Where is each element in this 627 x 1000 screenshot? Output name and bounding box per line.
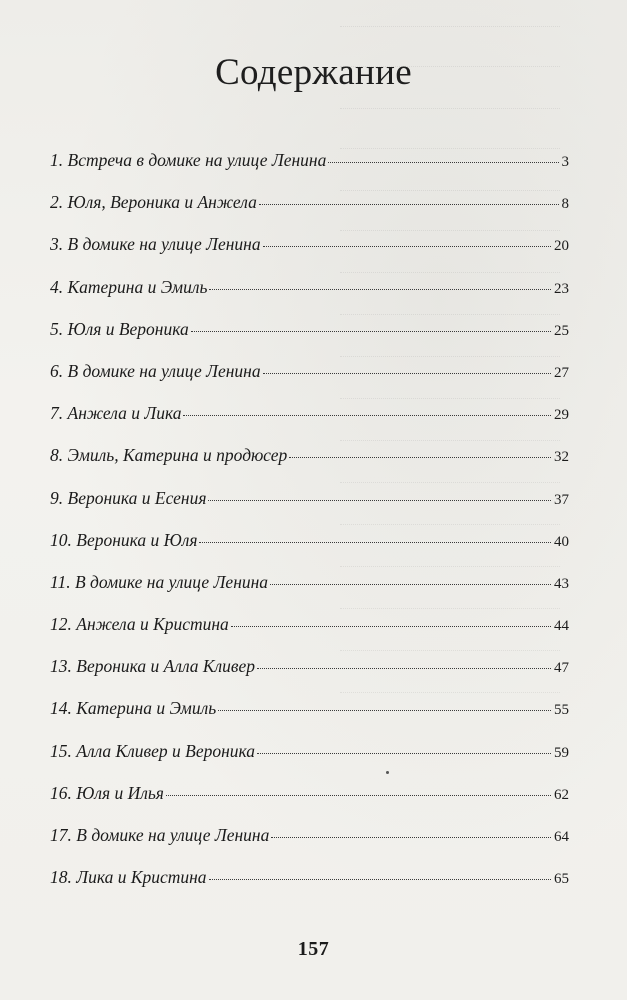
toc-entry-page: 44 xyxy=(554,618,569,635)
dot-leader xyxy=(328,162,558,163)
toc-entry-page: 64 xyxy=(554,829,569,845)
toc-entry-page: 29 xyxy=(554,407,569,424)
toc-entry-title: 15. Алла Кливер и Вероника xyxy=(50,740,256,761)
dot-leader xyxy=(257,668,551,669)
toc-entry[interactable] xyxy=(50,403,569,445)
toc-entry[interactable] xyxy=(50,488,569,530)
toc-entry[interactable] xyxy=(50,741,569,783)
toc-entry-title: 13. Вероника и Алла Кливер xyxy=(50,656,256,677)
toc-entry-title: 7. Анжела и Лика xyxy=(50,403,182,424)
toc-entry-title: 1. Встреча в домике на улице Ленина xyxy=(50,150,327,170)
toc-entry-page: 27 xyxy=(554,364,569,381)
dot-leader xyxy=(257,753,551,754)
dot-leader xyxy=(183,415,551,416)
toc-entry-title: 3. В домике на улице Ленина xyxy=(50,234,261,255)
toc-entry-title: 4. Катерина и Эмиль xyxy=(50,276,208,297)
toc-entry-page: 65 xyxy=(554,871,569,888)
toc-entry[interactable] xyxy=(50,698,569,740)
dot-leader xyxy=(289,457,551,458)
toc-entry[interactable] xyxy=(50,192,569,234)
toc-entry-title: 17. В домике на улице Ленина xyxy=(50,825,270,845)
dot-leader xyxy=(263,246,551,247)
toc-entry-title: 6. В домике на улице Ленина xyxy=(50,360,261,381)
toc-entry-title: 18. Лика и Кристина xyxy=(50,867,207,888)
dot-leader xyxy=(208,500,551,501)
toc-entry-page: 23 xyxy=(554,280,569,297)
toc-entry-page: 62 xyxy=(554,786,569,803)
paper-speck xyxy=(386,771,389,774)
toc-entry-title: 9. Вероника и Есения xyxy=(50,487,207,508)
toc-entry-page: 25 xyxy=(554,322,569,339)
toc-entry[interactable] xyxy=(50,150,569,192)
dot-leader xyxy=(199,542,551,543)
table-of-contents xyxy=(50,150,569,909)
dot-leader xyxy=(218,710,551,711)
toc-entry-title: 10. Вероника и Юля xyxy=(50,529,198,550)
toc-entry-title: 11. В домике на улице Ленина xyxy=(50,571,269,592)
toc-entry-page: 40 xyxy=(554,533,569,550)
toc-entry-title: 14. Катерина и Эмиль xyxy=(50,698,217,719)
toc-entry-page: 59 xyxy=(554,744,569,761)
dot-leader xyxy=(231,626,551,627)
dot-leader xyxy=(270,584,551,585)
page-number: 157 xyxy=(297,938,330,960)
toc-entry-page: 8 xyxy=(561,196,569,213)
toc-entry-page: 43 xyxy=(554,575,569,592)
toc-entry[interactable] xyxy=(50,530,569,572)
toc-entry-title: 2. Юля, Вероника и Анжела xyxy=(50,192,257,213)
toc-entry-title: 5. Юля и Вероника xyxy=(50,318,189,339)
toc-entry-page: 20 xyxy=(554,238,569,255)
toc-entry-page: 3 xyxy=(561,154,569,170)
toc-entry-title: 16. Юля и Илья xyxy=(50,782,164,803)
dot-leader xyxy=(166,795,551,796)
toc-entry[interactable] xyxy=(50,361,569,403)
toc-entry[interactable] xyxy=(50,572,569,614)
toc-entry[interactable] xyxy=(50,825,569,867)
dot-leader xyxy=(271,837,551,838)
toc-entry[interactable] xyxy=(50,319,569,361)
toc-entry-title: 8. Эмиль, Катерина и продюсер xyxy=(50,445,288,466)
toc-entry-page: 55 xyxy=(554,702,569,719)
dot-leader xyxy=(259,204,559,205)
toc-entry[interactable] xyxy=(50,656,569,698)
toc-entry-page: 47 xyxy=(554,660,569,677)
toc-entry[interactable] xyxy=(50,445,569,487)
toc-entry[interactable] xyxy=(50,234,569,276)
toc-entry-page: 37 xyxy=(554,491,569,508)
toc-entry[interactable] xyxy=(50,783,569,825)
toc-entry[interactable] xyxy=(50,867,569,909)
toc-entry-title: 12. Анжела и Кристина xyxy=(50,614,229,635)
dot-leader xyxy=(209,289,551,290)
page-title: Содержание xyxy=(215,51,412,93)
dot-leader xyxy=(191,331,551,332)
dot-leader xyxy=(263,373,551,374)
toc-entry[interactable] xyxy=(50,614,569,656)
dot-leader xyxy=(209,879,551,880)
toc-entry[interactable] xyxy=(50,277,569,319)
toc-entry-page: 32 xyxy=(554,449,569,466)
